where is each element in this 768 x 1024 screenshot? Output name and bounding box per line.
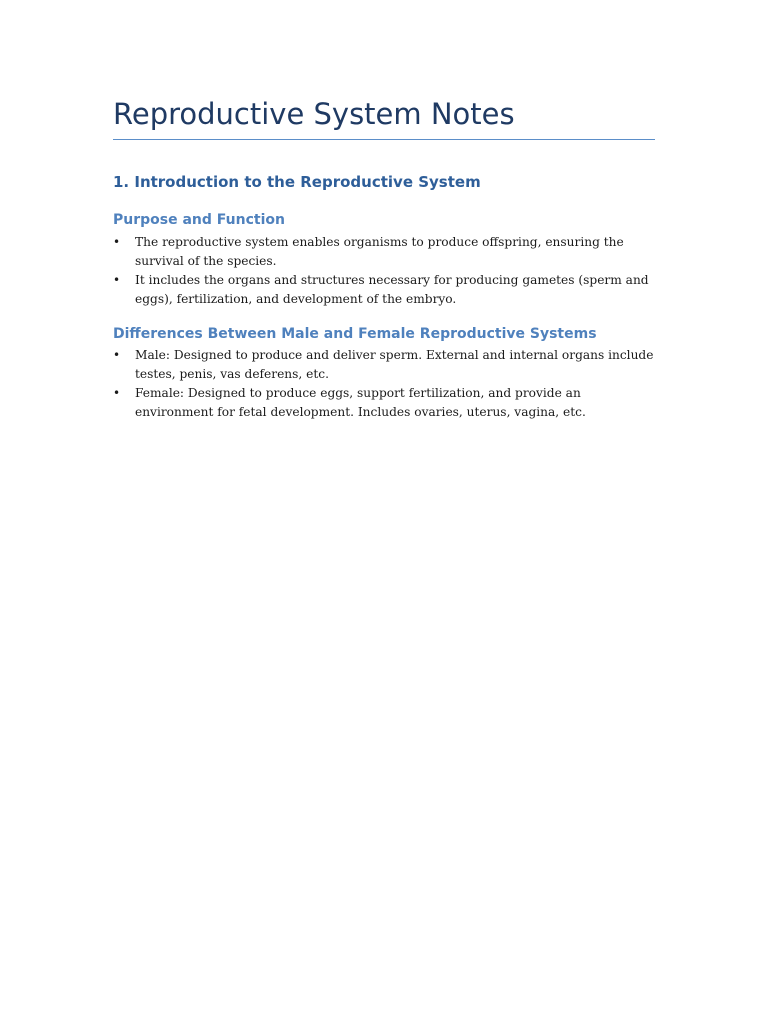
bullet-list-differences (113, 346, 663, 422)
list-item (113, 233, 663, 271)
subsection-heading-purpose: Purpose and Function (113, 212, 285, 228)
list-item (113, 271, 663, 309)
list-item-text: Female: Designed to produce eggs, support fertilization, and provide an environment for fetal development. Includes ovaries, uterus, vagina, etc. (135, 386, 586, 419)
list-item (113, 346, 663, 384)
page-title: Reproductive System Notes (113, 97, 515, 131)
bullet-icon: • (113, 348, 121, 362)
subsection-heading-differences: Differences Between Male and Female Reproductive Systems (113, 326, 597, 342)
list-item (113, 384, 663, 422)
bullet-icon: • (113, 386, 121, 400)
list-item-text: Male: Designed to produce and deliver sperm. External and internal organs include testes, penis, vas deferens, etc. (135, 348, 654, 381)
title-divider (113, 139, 655, 140)
bullet-list-purpose (113, 233, 663, 309)
section-heading: 1. Introduction to the Reproductive System (113, 173, 481, 191)
bullet-icon: • (113, 273, 121, 287)
list-item-text: It includes the organs and structures necessary for producing gametes (sperm and eggs), fertilization, and development of the embryo. (135, 273, 649, 306)
list-item-text: The reproductive system enables organisms to produce offspring, ensuring the survival of the species. (135, 235, 624, 268)
bullet-icon: • (113, 235, 121, 249)
